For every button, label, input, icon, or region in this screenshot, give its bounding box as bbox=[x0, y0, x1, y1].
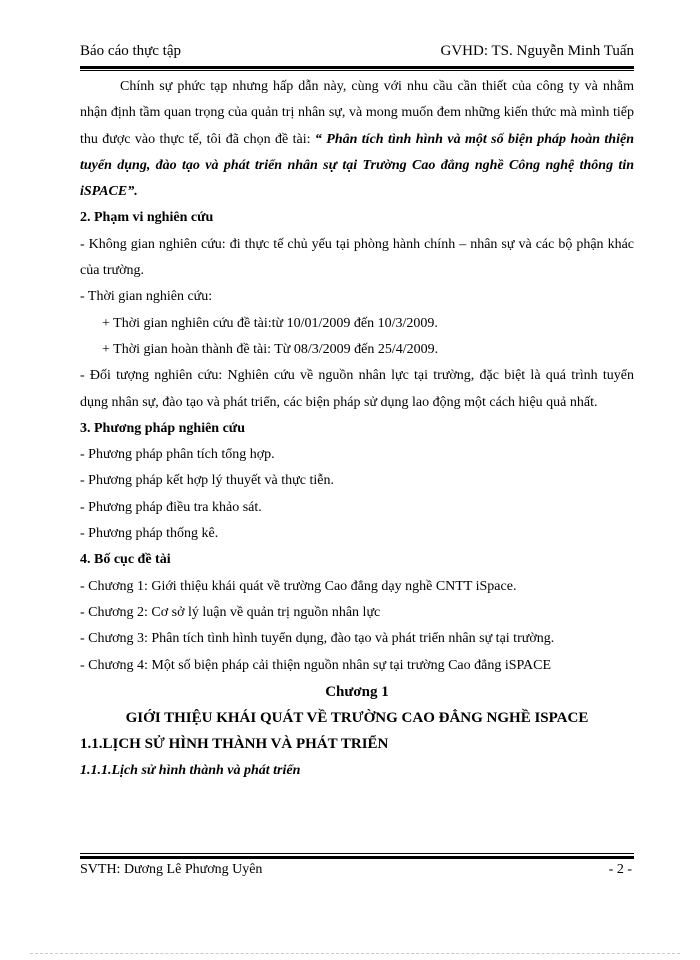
footer-student: SVTH: Dương Lê Phương Uyên bbox=[80, 862, 263, 877]
method-item: - Phương pháp phân tích tổng hợp. bbox=[80, 447, 275, 463]
layout-item: - Chương 1: Giới thiệu khái quát về trường Cao đẳng dạy nghề CNTT iSpace. bbox=[80, 578, 517, 594]
intro-text: Chính sự phức tạp nhưng hấp dẫn này, cùng với nhu cầu cần thiết của công ty và nhằm nhận định tầm quan trọng của quản trị nhân sự, và mong muốn đem những kiến thức mà mình tiếp thu được vào thực tế, tôi đã chọn đề tài: bbox=[80, 79, 634, 147]
layout-item: - Chương 3: Phân tích tình hình tuyển dụng, đào tạo và phát triển nhân sự tại trường. bbox=[80, 631, 555, 647]
scope-time-completion: + Thời gian hoàn thành đề tài: Từ 08/3/2009 đến 25/4/2009. bbox=[102, 341, 439, 357]
section-4-heading: 4. Bố cục đề tài bbox=[80, 552, 171, 568]
intro-topic: “ Phân tích tình hình và một số biện pháp hoàn thiện tuyển dụng, đào tạo và phát triển nhân sự tại Trường Cao đẳng nghề Công nghệ thông tin iSPACE”. bbox=[80, 131, 634, 200]
footer-rule-thin bbox=[80, 853, 634, 854]
subsection-1-1-1-heading: 1.1.1.Lịch sử hình thành và phát triển bbox=[80, 762, 301, 778]
section-3-heading: 3. Phương pháp nghiên cứu bbox=[80, 420, 245, 436]
page-footer bbox=[80, 862, 634, 882]
scope-object: - Đối tượng nghiên cứu: Nghiên cứu về nguồn nhân lực tại trường, đặc biệt là quá trình tuyển dụng nhân sự, đào tạo và phát triển, các biện pháp sử dụng lao động một cách hiệu quả nhất. bbox=[80, 368, 634, 410]
method-item: - Phương pháp thống kê. bbox=[80, 526, 219, 542]
method-item: - Phương pháp kết hợp lý thuyết và thực tiễn. bbox=[80, 473, 334, 489]
chapter-number: Chương 1 bbox=[325, 683, 389, 700]
header-report-title: Báo cáo thực tập bbox=[80, 43, 182, 59]
section-1-1-heading: 1.1.LỊCH SỬ HÌNH THÀNH VÀ PHÁT TRIỂN bbox=[80, 736, 389, 753]
scope-space: - Không gian nghiên cứu: đi thực tế chủ yếu tại phòng hành chính – nhân sự và các bộ phận khác của trường. bbox=[80, 236, 634, 279]
scope-time: - Thời gian nghiên cứu: bbox=[80, 289, 213, 305]
header-rule-thin bbox=[80, 70, 634, 71]
page-break-line bbox=[30, 953, 680, 954]
chapter-title: GIỚI THIỆU KHÁI QUÁT VỀ TRƯỜNG CAO ĐẲNG NGHỀ ISPACE bbox=[125, 710, 589, 727]
header-rule-thick bbox=[80, 66, 634, 69]
footer-rule-thick bbox=[80, 856, 634, 859]
page-header bbox=[80, 43, 634, 65]
header-supervisor: GVHD: TS. Nguyễn Minh Tuấn bbox=[440, 43, 634, 59]
method-item: - Phương pháp điều tra khảo sát. bbox=[80, 499, 262, 515]
page-number: - 2 - bbox=[608, 862, 632, 877]
layout-item: - Chương 2: Cơ sở lý luận về quản trị nguồn nhân lực bbox=[80, 604, 381, 620]
section-2-heading: 2. Phạm vi nghiên cứu bbox=[80, 210, 214, 226]
scope-time-research: + Thời gian nghiên cứu đề tài:từ 10/01/2009 đến 10/3/2009. bbox=[102, 315, 438, 331]
page-body bbox=[80, 74, 634, 784]
layout-item: - Chương 4: Một số biện pháp cải thiện nguồn nhân sự tại trường Cao đẳng iSPACE bbox=[80, 657, 552, 673]
intro-paragraph bbox=[80, 74, 634, 205]
